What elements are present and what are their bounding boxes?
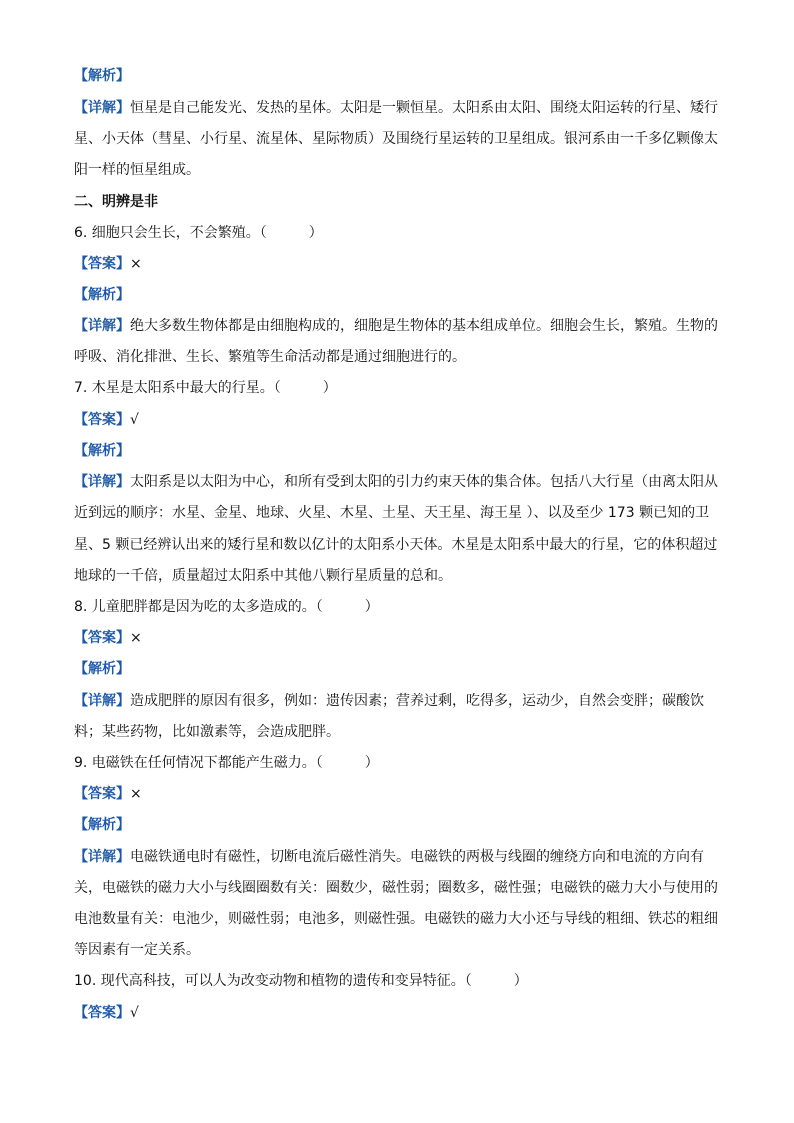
- answer-value: ×: [130, 786, 142, 802]
- question-10: 10. 现代高科技，可以人为改变动物和植物的遗传和变异特征。（ ）: [74, 973, 528, 989]
- analysis-tag: 【解析】: [74, 287, 130, 303]
- answer-tag: 【答案】: [74, 786, 130, 802]
- detail-line: [74, 503, 724, 523]
- answer-6: [74, 254, 724, 274]
- answer-value: ×: [130, 256, 142, 272]
- detail-line: [74, 566, 724, 586]
- analysis-label: [74, 815, 724, 835]
- answer-value: √: [130, 1005, 139, 1021]
- answer-tag: 【答案】: [74, 630, 130, 646]
- detail-text: 造成肥胖的原因有很多，例如：遗传因素；营养过剩，吃得多，运动少，自然会变胖；碳酸饮: [130, 693, 704, 709]
- detail-tag: 【详解】: [74, 474, 130, 490]
- detail-line: [74, 691, 724, 711]
- question-9: 9. 电磁铁在任何情况下都能产生磁力。（ ）: [74, 755, 379, 771]
- detail-text: 地球的一千倍，质量超过太阳系中其他八颗行星质量的总和。: [74, 568, 452, 584]
- analysis-tag: 【解析】: [74, 443, 130, 459]
- question-8: 8. 儿童肥胖都是因为吃的太多造成的。（ ）: [74, 599, 379, 615]
- section-title: 二、明辨是非: [74, 194, 158, 210]
- detail-tag: 【详解】: [74, 318, 130, 334]
- detail-line: [74, 316, 724, 336]
- detail-line: [74, 347, 724, 367]
- detail-text: 料；某些药物，比如激素等，会造成肥胖。: [74, 724, 340, 740]
- answer-value: √: [130, 412, 139, 428]
- detail-text: 星、小天体（彗星、小行星、流星体、星际物质）及围绕行星运转的卫星组成。银河系由一千多亿颗像太: [74, 131, 718, 147]
- detail-line: [74, 98, 724, 118]
- detail-text: 呼吸、消化排泄、生长、繁殖等生命活动都是通过细胞进行的。: [74, 349, 466, 365]
- detail-line: [74, 160, 724, 180]
- detail-line: [74, 535, 724, 555]
- detail-tag: 【详解】: [74, 849, 130, 865]
- answer-tag: 【答案】: [74, 1005, 130, 1021]
- detail-text: 关，电磁铁的磁力大小与线圈圈数有关：圈数少，磁性弱；圈数多，磁性强；电磁铁的磁力大小与使用的: [74, 880, 718, 896]
- question-7: 7. 木星是太阳系中最大的行星。（ ）: [74, 380, 337, 396]
- detail-text: 绝大多数生物体都是由细胞构成的，细胞是生物体的基本组成单位。细胞会生长，繁殖。生物的: [130, 318, 718, 334]
- detail-line: [74, 722, 724, 742]
- analysis-label: [74, 66, 724, 86]
- detail-line: [74, 909, 724, 929]
- detail-line: [74, 847, 724, 867]
- answer-tag: 【答案】: [74, 256, 130, 272]
- question-6: 6. 细胞只会生长，不会繁殖。（ ）: [74, 225, 323, 241]
- answer-tag: 【答案】: [74, 412, 130, 428]
- detail-text: 太阳系是以太阳为中心，和所有受到太阳的引力约束天体的集合体。包括八大行星（由离太阳从: [130, 474, 718, 490]
- detail-line: [74, 878, 724, 898]
- answer-8: [74, 628, 724, 648]
- detail-tag: 【详解】: [74, 693, 130, 709]
- detail-text: 电磁铁通电时有磁性，切断电流后磁性消失。电磁铁的两极与线圈的缠绕方向和电流的方向有: [130, 849, 704, 865]
- analysis-label: [74, 285, 724, 305]
- analysis-tag: 【解析】: [74, 68, 130, 84]
- detail-text: 恒星是自己能发光、发热的星体。太阳是一颗恒星。太阳系由太阳、围绕太阳运转的行星、矮行: [130, 100, 718, 116]
- detail-text: 近到远的顺序：水星、金星、地球、火星、木星、土星、天王星、海王星 ）、以及至少 173 颗已知的卫: [74, 505, 710, 521]
- answer-9: [74, 784, 724, 804]
- analysis-tag: 【解析】: [74, 661, 130, 677]
- detail-line: [74, 129, 724, 149]
- detail-text: 阳一样的恒星组成。: [74, 162, 200, 178]
- detail-line: [74, 472, 724, 492]
- detail-text: 电池数量有关：电池少，则磁性弱；电池多，则磁性强。电磁铁的磁力大小还与导线的粗细、铁芯的粗细: [74, 911, 718, 927]
- answer-10: [74, 1003, 724, 1023]
- detail-text: 等因素有一定关系。: [74, 942, 200, 958]
- detail-line: [74, 940, 724, 960]
- analysis-tag: 【解析】: [74, 817, 130, 833]
- answer-value: ×: [130, 630, 142, 646]
- analysis-label: [74, 659, 724, 679]
- detail-text: 星、5 颗已经辨认出来的矮行星和数以亿计的太阳系小天体。木星是太阳系中最大的行星，它的体积超过: [74, 537, 718, 553]
- detail-tag: 【详解】: [74, 100, 130, 116]
- answer-7: [74, 410, 724, 430]
- analysis-label: [74, 441, 724, 461]
